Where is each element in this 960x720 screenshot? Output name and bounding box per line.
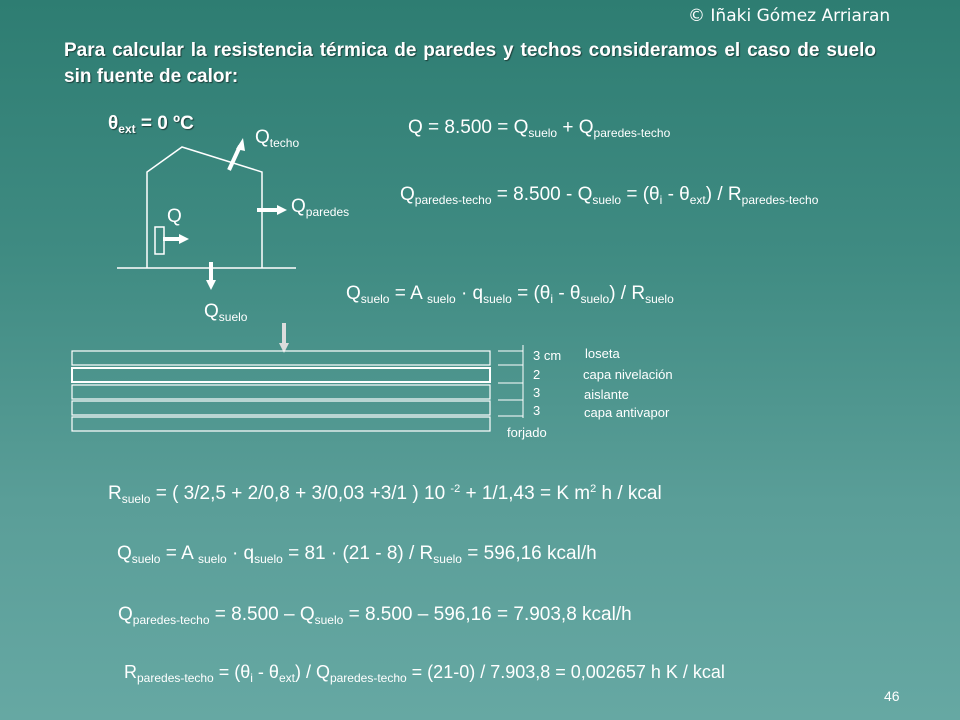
layer-nivelacion [72, 368, 490, 382]
layer-forjado [72, 417, 490, 431]
arrow-techo-head [236, 138, 245, 151]
thickness-nivelacion: 2 [533, 367, 541, 382]
thickness-loseta: 3 cm [533, 348, 562, 363]
layer-aislante [72, 385, 490, 399]
arrow-techo-shaft [229, 146, 240, 170]
arrow-inner-head [179, 234, 189, 244]
house-outline [117, 147, 296, 268]
layer-name-nivelacion: capa nivelación [583, 367, 673, 382]
q-paredes-label: $Q_{paredes}$ [291, 196, 350, 219]
arrow-paredes-head [277, 205, 287, 215]
equation-total-heat: $Q = 8.500 = Q_{suelo} + Q_{paredes-techo}$ [408, 117, 671, 140]
layer-antivapor [72, 401, 490, 415]
heat-source-box [155, 227, 164, 254]
layer-name-antivapor: capa antivapor [584, 405, 670, 420]
floor-layers [72, 351, 490, 431]
theta-ext-label: $\theta_{ext} = 0$ ºC [108, 113, 194, 136]
copyright: © Iñaki Gómez Arriaran [688, 6, 891, 26]
arrow-suelo-head [206, 280, 216, 290]
thickness-aislante: 3 [533, 385, 541, 400]
layer-name-aislante: aislante [584, 387, 629, 402]
q-suelo-label: $Q_{suelo}$ [204, 301, 248, 324]
q-techo-label: $Q_{techo}$ [255, 127, 300, 150]
q-inner-label: Q [167, 206, 182, 227]
thickness-antivapor: 3 [533, 403, 541, 418]
layer-loseta [72, 351, 490, 365]
page-number: 46 [884, 688, 900, 704]
equation-q-suelo-calc: $Q_{suelo} = A$ $_{suelo} \cdot q_{suelo} = 81 \cdot (21 - 8) / R_{suelo} = 596,16$ kcal/h [117, 543, 597, 566]
layer-name-loseta: loseta [585, 346, 620, 361]
equation-r-suelo: $R_{suelo}$ = ( 3/2,5 + 2/0,8 + 3/0,03 +3/1 ) 10 $^{-2}$ + 1/1,43 = K $m^2$ h / kcal [108, 483, 662, 506]
intro-paragraph: Para calcular la resistencia térmica de paredes y techos consideramos el caso de suelo sin fuente de calor: [64, 40, 876, 87]
equation-q-paredes-techo: $Q_{paredes-techo} = 8.500 - Q_{suelo} = (\theta_i - \theta_{ext}) / R_{paredes-techo}$ [400, 184, 819, 207]
dimension-lines [498, 345, 523, 418]
equation-r-paredes-calc: $R_{paredes-techo} = (\theta_i - \theta_{ext}) / Q_{paredes-techo} = (21-0) / 7.903,8 = 0,002657$ h K / kcal [124, 662, 725, 685]
layer-forjado-label: forjado [507, 425, 547, 440]
equation-q-paredes-calc: $Q_{paredes-techo} = 8.500 - Q_{suelo} = 8.500 - 596,16 = 7.903,8$ kcal/h [118, 604, 632, 627]
equation-q-suelo: $Q_{suelo} = A$ $_{suelo} \cdot q_{suelo} = (\theta_i - \theta_{suelo}) / R_{suelo}$ [346, 283, 674, 306]
